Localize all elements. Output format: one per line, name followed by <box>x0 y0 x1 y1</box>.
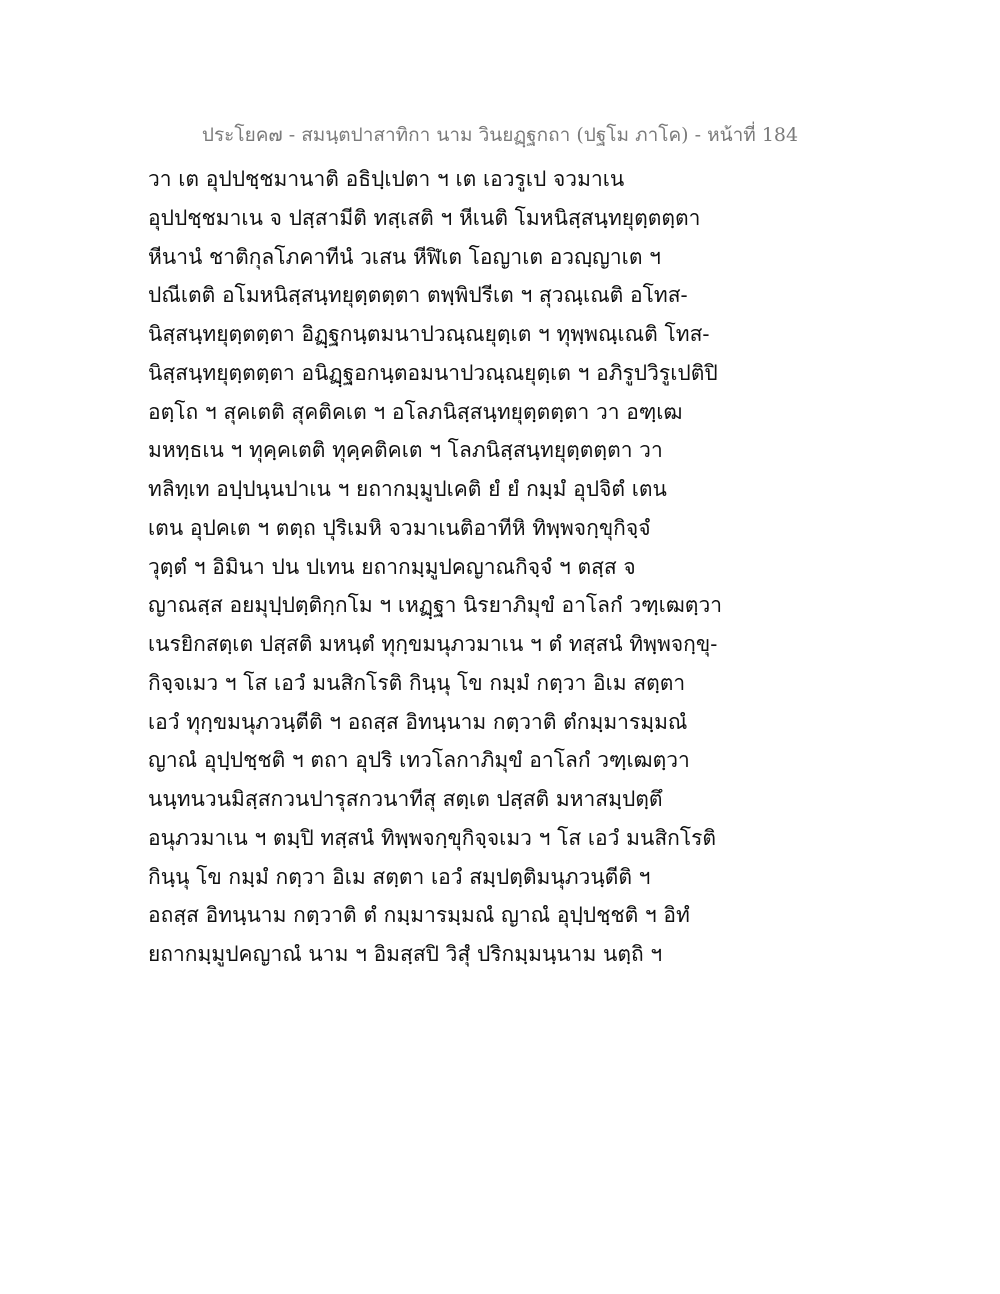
text-line: วา เต อุปปชฺชมานาติ อธิปฺเปตา ฯ เต เอวรูเป จวมาเน <box>148 167 625 191</box>
text-line: เนรยิกสตฺเต ปสฺสติ มหนฺตํ ทุกฺขมนุภวมาเน ฯ ตํ ทสฺสนํ ทิพฺพจกฺขุ- <box>148 632 718 656</box>
text-line: ญาณสฺส อยมุปฺปตฺติกฺกโม ฯ เหฏฺฐา นิรยาภิมุขํ อาโลกํ วฑฺเฒตฺวา <box>148 593 723 618</box>
text-line: มหทฺธเน ฯ ทุคฺคเตติ ทุคฺคติคเต ฯ โลภนิสฺสนฺทยุตฺตตฺตา วา <box>148 438 663 463</box>
text-line: นิสฺสนฺทยุตฺตตฺตา อนิฏฺฐอกนฺตอมนาปวณฺณยุตฺเต ฯ อภิรูปวิรูเปติปิ <box>148 360 718 385</box>
text-line: หีนานํ ชาติกุลโภคาทีนํ วเสน หีฬิเต โอญาเต อวญฺญาเต ฯ <box>148 244 661 269</box>
text-line: อนุภวมาเน ฯ ตมฺปิ ทสฺสนํ ทิพฺพจกฺขุกิจฺจเมว ฯ โส เอวํ มนสิกโรติ <box>148 825 717 850</box>
text-line: นิสฺสนฺทยุตฺตตฺตา อิฏฺฐกนฺตมนาปวณฺณยุตฺเต ฯ ทุพฺพณฺเณติ โทส- <box>148 322 710 346</box>
text-line: อถสฺส อิทนฺนาม กตฺวาติ ตํ กมฺมารมฺมณํ ญาณํ อุปฺปชฺชติ ฯ อิทํ <box>148 903 690 928</box>
text-line: เตน อุปคเต ฯ ตตฺถ ปุริเมหิ จวมาเนติอาทีหิ ทิพฺพจกฺขุกิจฺจํ <box>148 515 651 540</box>
text-line: ปณีเตติ อโมหนิสฺสนฺทยุตฺตตฺตา ตพฺพิปรีเต ฯ สุวณฺเณติ อโทส- <box>148 283 688 308</box>
text-line: อตฺโถ ฯ สุคเตติ สุคติคเต ฯ อโลภนิสฺสนฺทยุตฺตตฺตา วา อฑฺเฒ <box>148 399 683 424</box>
text-line: ญาณํ อุปฺปชฺชติ ฯ ตถา อุปริ เทวโลกาภิมุขํ อาโลกํ วฑฺเฒตฺวา <box>148 748 690 773</box>
text-line: ยถากมฺมูปคญาณํ นาม ฯ อิมสฺสปิ วิสุํ ปริกมฺมนฺนาม นตฺถิ ฯ <box>148 942 663 966</box>
text-line: เอวํ ทุกฺขมนุภวนฺตีติ ฯ อถสฺส อิทนฺนาม กตฺวาติ ตํกมฺมารมฺมณํ <box>148 709 688 734</box>
running-header: ประโยค๗ - สมนฺตปาสาทิกา นาม วินยฏฺฐกถา (ปฐโม ภาโค) - หน้าที่ 184 <box>201 124 799 146</box>
text-line: นนฺทนวนมิสฺสกวนปารุสกวนาทีสุ สตฺเต ปสฺสติ มหาสมฺปตฺตึ <box>148 787 663 811</box>
body-text <box>148 160 878 974</box>
text-line: กินฺนุ โข กมฺมํ กตฺวา อิเม สตฺตา เอวํ สมฺปตฺติมนุภวนฺตีติ ฯ <box>148 864 651 889</box>
text-line: กิจฺจเมว ฯ โส เอวํ มนสิกโรติ กินฺนุ โข กมฺมํ กตฺวา อิเม สตฺตา <box>148 670 686 695</box>
text-line: วุตฺตํ ฯ อิมินา ปน ปเทน ยถากมฺมูปคญาณกิจฺจํ ฯ ตสฺส จ <box>148 554 636 579</box>
text-line: ทลิทฺเท อปฺปนฺนปาเน ฯ ยถากมฺมูปเคติ ยํ ยํ กมฺมํ อุปจิตํ เตน <box>148 477 667 501</box>
text-line: อุปปชฺชมาเน จ ปสฺสามีติ ทสฺเสติ ฯ หีเนติ โมหนิสฺสนฺทยุตฺตตฺตา <box>148 205 701 230</box>
